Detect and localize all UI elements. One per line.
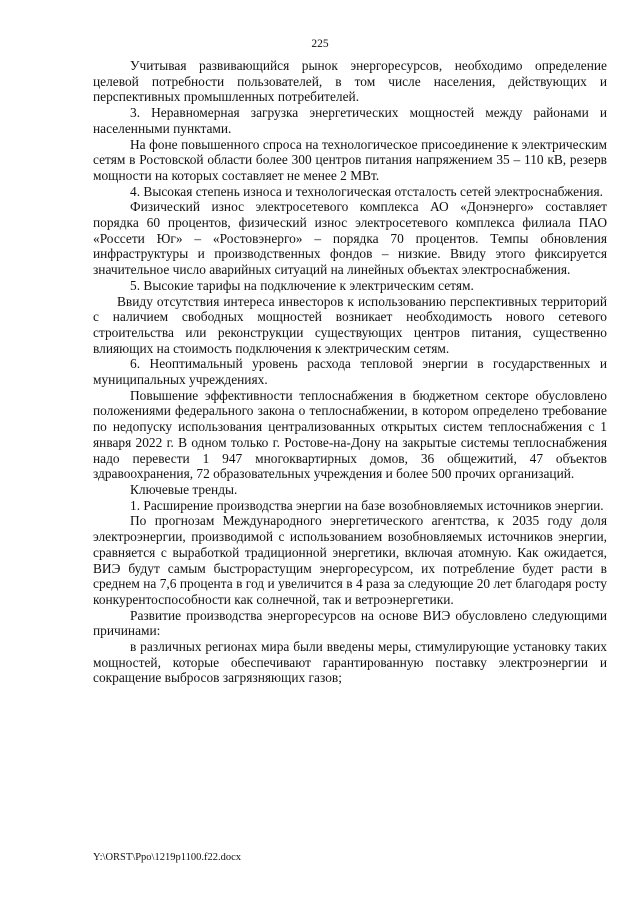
paragraph: 3. Неравномерная загрузка энергетических мощностей между районами и населенными пунктами. [93,105,607,136]
paragraph: На фоне повышенного спроса на технологическое присоединение к электрическим сетям в Ростовской области более 300 центров питания напряжением 35 – 110 кВ, резерв мощности на которых составляет не менее 2 МВт. [93,136,607,183]
paragraph: в различных регионах мира были введены меры, стимулирующие установку таких мощностей, которые обеспечивают гарантированную поставку электроэнергии и сокращение выбросов загрязняющих газов; [93,639,607,686]
paragraph: 5. Высокие тарифы на подключение к электрическим сетям. [130,277,474,293]
paragraph: 4. Высокая степень износа и технологическая отсталость сетей электроснабжения. [130,183,603,199]
document-body [93,58,607,686]
paragraph: По прогнозам Международного энергетического агентства, к 2035 году доля электроэнергии, производимой с использованием возобновляемых источников энергии, сравняется с выработкой традиционной энергетики, включая атомную. Как ожидается, ВИЭ будут самым быстрорастущим энергоресурсом, их потребление будет расти в среднем на 7,6 процента в год и увеличится в 4 раза за следующие 20 лет благодаря росту конкурентоспособности как солнечной, так и ветроэнергетики. [93,513,607,607]
paragraph: 1. Расширение производства энергии на базе возобновляемых источников энергии. [130,497,604,513]
paragraph: Физический износ электросетевого комплекса АО «Донэнерго» составляет порядка 60 процентов, физический износ электросетевого комплекса филиала ПАО «Россети Юг» – «Ростовэнерго» – порядка 70 процентов. Темпы обновления инфраструктуры и производственных фондов – низкие. Ввиду этого фиксируется значительное число аварийных ситуаций на линейных объектах электроснабжения. [93,199,607,278]
paragraph: Развитие производства энергоресурсов на основе ВИЭ обусловлено следующими причинами: [93,607,607,639]
footer-file-path: Y:\ORST\Ppo\1219p1100.f22.docx [93,852,241,863]
paragraph: Учитывая развивающийся рынок энергоресурсов, необходимо определение целевой потребности пользователей, в том числе населения, действующих и перспективных промышленных потребителей. [93,58,607,105]
page-number: 225 [311,38,329,50]
paragraph: 6. Неоптимальный уровень расхода тепловой энергии в государственных и муниципальных учреждениях. [93,356,607,388]
paragraph: Повышение эффективности теплоснабжения в бюджетном секторе обусловлено положениями федерального закона о теплоснабжении, в котором определено требование по недопуску использования централизованных открытых систем теплоснабжения с 1 января 2022 г. В одном только г. Ростове-на-Дону на закрытые системы теплоснабжения надо перевести 1 947 многоквартирных домов, 36 общежитий, 47 объектов здравоохранения, 72 образовательных учреждения и более 500 прочих организаций. [93,387,607,482]
paragraph: Ввиду отсутствия интереса инвесторов к использованию перспективных территорий с наличием свободных мощностей возникает необходимость нового сетевого строительства или реконструкции существующих центров питания, существенно влияющих на стоимость подключения к электрическим сетям. [93,293,607,356]
paragraph: Ключевые тренды. [130,481,238,497]
